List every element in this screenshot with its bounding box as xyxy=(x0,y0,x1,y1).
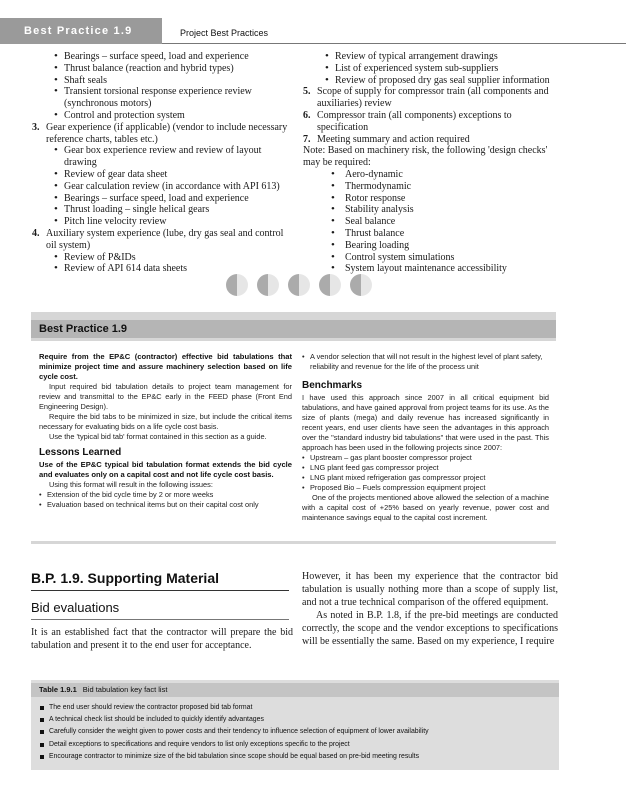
item-number: 3. xyxy=(32,121,40,133)
body-paragraph: However, it has been my experience that the contractor bid tabulation is usually nothing more than a scope of supply list, and not a true technical comparison of the offered equipment. xyxy=(302,571,558,608)
item-text: Auxiliary system experience (lube, dry gas seal and control oil system) xyxy=(46,227,284,251)
chapter-title: Project Best Practices xyxy=(180,28,269,38)
note-text: Note: Based on machinery risk, the following 'design checks' may be required: xyxy=(303,145,548,169)
section-divider-ornament xyxy=(226,274,376,296)
bullet-item: • Gear box experience review and review of layout drawing xyxy=(32,145,296,169)
benchmark-item: • Upstream – gas plant booster compressor project xyxy=(302,453,549,463)
benchmark-item: • LNG plant mixed refrigeration gas compressor project xyxy=(302,473,549,483)
key-fact-item: The end user should review the contractor proposed bid tab format xyxy=(31,702,559,714)
best-practice-paragraph: Require the bid tabs to be minimized in size, but include the critical items necessary for evaluating bids on a life cycle cost basis. xyxy=(39,412,292,431)
lessons-learned-heading: Lessons Learned xyxy=(39,447,122,458)
checklist-left-column xyxy=(32,51,296,275)
section-heading-rule xyxy=(31,590,289,591)
lessons-learned-item: • Extension of the bid cycle time by 2 or more weeks xyxy=(39,490,292,500)
divider-circle-icon xyxy=(288,274,310,296)
numbered-item xyxy=(303,134,565,146)
benchmarks-text: I have used this approach since 2007 in all critical equipment bid tabulations, and have gained approval from project teams for its use. As the size of plants (mega) and daily revenue has increased significantly in recent years, end user clients have seen the advantages in this approach over the "standard industry bid tabulations" that were used in the past. This approach has been used in the following projects since 2007: xyxy=(302,393,549,452)
benchmark-item: • LNG plant feed gas compressor project xyxy=(302,463,549,473)
best-practice-paragraph: Input required bid tabulation details to project team management for review and transmittal to the EP&C early in the FEED phase (Front End Engineering Design). xyxy=(39,382,292,411)
item-number: 6. xyxy=(303,109,311,121)
best-practice-paragraph: Use the 'typical bid tab' format contained in this section as a guide. xyxy=(49,432,267,441)
divider-circle-icon xyxy=(257,274,279,296)
bullet-item: • Gear calculation review (in accordance with API 613) xyxy=(32,181,296,193)
best-practice-header xyxy=(31,320,556,338)
numbered-item xyxy=(32,122,296,146)
bullet-item: • Seal balance xyxy=(303,216,565,228)
bullet-item: • Shaft seals xyxy=(32,75,296,87)
bullet-item: • Thermodynamic xyxy=(303,181,565,193)
bullet-item: • Review of proposed dry gas seal supplier information xyxy=(303,75,565,87)
bullet-item: • Pitch line velocity review xyxy=(32,216,296,228)
body-text-left xyxy=(31,626,293,652)
bullet-item: • Thrust balance (reaction and hybrid types) xyxy=(32,63,296,75)
bullet-item: • Thrust balance xyxy=(303,228,565,240)
bullet-item: • Bearing loading xyxy=(303,240,565,252)
divider-circle-icon xyxy=(226,274,248,296)
key-fact-item: Detail exceptions to specifications and require vendors to list only exceptions specific to the project xyxy=(31,739,559,751)
numbered-item xyxy=(303,110,565,134)
subsection-heading-rule xyxy=(31,619,289,620)
benchmark-item: • Proposed Bio – Fuels compression equipment project xyxy=(302,483,549,493)
key-fact-item: Encourage contractor to minimize size of the bid tabulation since scope should be equal based on pre-bid meeting results xyxy=(31,751,559,763)
best-practice-left-column xyxy=(39,352,292,510)
bullet-item: • Bearings – surface speed, load and experience xyxy=(32,51,296,63)
benchmarks-heading: Benchmarks xyxy=(302,380,363,391)
section-tab: Best Practice 1.9 xyxy=(0,18,162,44)
key-fact-item: Carefully consider the weight given to power costs and their tendency to influence selection of equipment of lower availability xyxy=(31,726,559,738)
body-paragraph: It is an established fact that the contractor will prepare the bid tabulation and present it to the end user for acceptance. xyxy=(31,627,293,651)
bullet-item: • Review of gear data sheet xyxy=(32,169,296,181)
bullet-item: • Control and protection system xyxy=(32,110,296,122)
section-heading: B.P. 1.9. Supporting Material xyxy=(31,570,220,586)
item-number: 5. xyxy=(303,86,311,98)
item-text: Compressor train (all components) exceptions to specification xyxy=(317,109,512,133)
subsection-heading: Bid evaluations xyxy=(31,600,120,615)
numbered-item xyxy=(303,86,565,110)
bullet-item: • Bearings – surface speed, load and experience xyxy=(32,193,296,205)
key-fact-item: A technical check list should be included to quickly identify advantages xyxy=(31,714,559,726)
bullet-item: • Aero-dynamic xyxy=(303,169,565,181)
divider-circle-icon xyxy=(350,274,372,296)
bullet-item: • Review of typical arrangement drawings xyxy=(303,51,565,63)
bullet-item: • System layout maintenance accessibility xyxy=(303,263,565,275)
body-text-right xyxy=(302,570,558,648)
key-fact-list xyxy=(31,702,559,763)
item-text: Gear experience (if applicable) (vendor to include necessary reference charts, tables etc.) xyxy=(46,121,288,145)
item-text: Scope of supply for compressor train (all components and auxiliaries) review xyxy=(317,86,549,110)
checklist-right-column xyxy=(303,51,565,275)
bullet-item: • Thrust loading – single helical gears xyxy=(32,204,296,216)
body-paragraph: As noted in B.P. 1.8, if the pre-bid meetings are conducted correctly, the scope and the vendor exceptions to specifications will be essentially the same. Based on my experience, I require xyxy=(302,610,558,647)
bullet-item: • Review of API 614 data sheets xyxy=(32,263,296,275)
bullet-item: • Stability analysis xyxy=(303,204,565,216)
best-practice-right-column xyxy=(302,352,549,523)
item-number: 7. xyxy=(303,133,311,145)
numbered-item xyxy=(32,228,296,252)
divider-circle-icon xyxy=(319,274,341,296)
best-practice-title: Best Practice 1.9 xyxy=(39,323,128,335)
item-number: 4. xyxy=(32,227,40,239)
lessons-learned-text: Using this format will result in the following issues: xyxy=(49,480,213,489)
bullet-item: • Review of P&IDs xyxy=(32,252,296,264)
bullet-item: • Rotor response xyxy=(303,193,565,205)
bullet-item: • Control system simulations xyxy=(303,252,565,264)
bullet-item: • Transient torsional response experience review (synchronous motors) xyxy=(32,86,296,110)
table-number: Table 1.9.1 xyxy=(39,685,77,694)
bullet-item: • List of experienced system sub-suppliers xyxy=(303,63,565,75)
item-text: Meeting summary and action required xyxy=(317,133,470,145)
table-title: Bid tabulation key fact list xyxy=(82,685,168,694)
benchmarks-closing: One of the projects mentioned above allowed the selection of a machine with a capital cost of +25% based on yearly revenue, power cost and maintenance savings equal to the capital cost increment. xyxy=(302,493,549,522)
best-practice-lead: Require from the EP&C (contractor) effective bid tabulations that minimize project time and assure machinery selection based on life cycle cost. xyxy=(39,352,292,381)
lessons-learned-lead: Use of the EP&C typical bid tabulation format extends the bid cycle and evaluates only on a capital cost and not life cycle cost basis. xyxy=(39,460,292,479)
lessons-learned-item: • A vendor selection that will not result in the highest level of plant safety, reliability and revenue for the life of the process unit xyxy=(302,352,549,372)
table-caption xyxy=(39,685,167,694)
table-caption-bar xyxy=(31,683,559,697)
lessons-learned-item: • Evaluation based on technical items but on their capital cost only xyxy=(39,500,292,510)
